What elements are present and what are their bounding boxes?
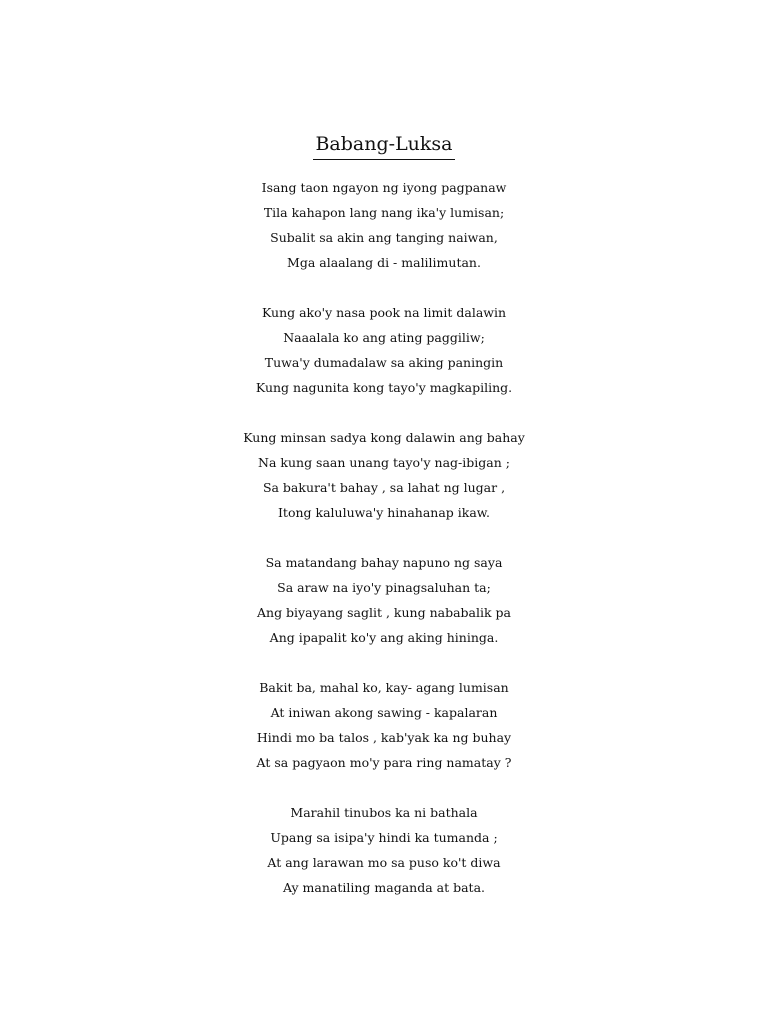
poem-line: Ang ipapalit ko'y ang aking hininga. [269, 630, 499, 645]
poem-line: Marahil tinubos ka ni bathala [290, 805, 478, 820]
stanza-5 [0, 675, 768, 775]
stanza-4 [0, 550, 768, 650]
poem-line: Na kung saan unang tayo'y nag-ibigan ; [258, 455, 510, 470]
poem-line: Itong kaluluwa'y hinahanap ikaw. [277, 505, 490, 520]
poem-line: Subalit sa akin ang tanging naiwan, [270, 230, 498, 245]
poem-line: Sa bakura't bahay , sa lahat ng lugar , [262, 480, 506, 495]
stanza-3 [0, 425, 768, 525]
poem-line: Kung ako'y nasa pook na limit dalawin [261, 305, 507, 320]
poem-line: Upang sa isipa'y hindi ka tumanda ; [270, 830, 498, 845]
poem-line: At iniwan akong sawing - kapalaran [270, 705, 498, 720]
poem-line: Ay manatiling maganda at bata. [283, 880, 485, 895]
poem-line: At sa pagyaon mo'y para ring namatay ? [256, 755, 512, 770]
stanza-6 [0, 800, 768, 900]
poem-line: Kung nagunita kong tayo'y magkapiling. [255, 380, 513, 395]
poem-line: Tila kahapon lang nang ika'y lumisan; [263, 205, 505, 220]
poem-line: At ang larawan mo sa puso ko't diwa [267, 855, 501, 870]
stanza-2 [0, 300, 768, 400]
stanza-1 [0, 175, 768, 275]
poem-line: Bakit ba, mahal ko, kay- agang lumisan [259, 680, 509, 695]
poem-line: Tuwa'y dumadalaw sa aking paningin [264, 355, 504, 370]
poem-line: Hindi mo ba talos , kab'yak ka ng buhay [256, 730, 512, 745]
poem-line: Sa matandang bahay napuno ng saya [265, 555, 503, 570]
poem-line: Kung minsan sadya kong dalawin ang bahay [243, 430, 525, 445]
poem-line: Ang biyayang saglit , kung nababalik pa [257, 605, 511, 620]
poem-title [0, 130, 768, 160]
poem-line: Isang taon ngayon ng iyong pagpanaw [261, 180, 507, 195]
poem-body [0, 175, 768, 925]
poem-line: Mga alaalang di - malilimutan. [287, 255, 481, 270]
poem-line: Sa araw na iyo'y pinagsaluhan ta; [277, 580, 491, 595]
poem-title-text: Babang-Luksa [313, 130, 454, 160]
poem-line: Naaalala ko ang ating paggiliw; [283, 330, 485, 345]
